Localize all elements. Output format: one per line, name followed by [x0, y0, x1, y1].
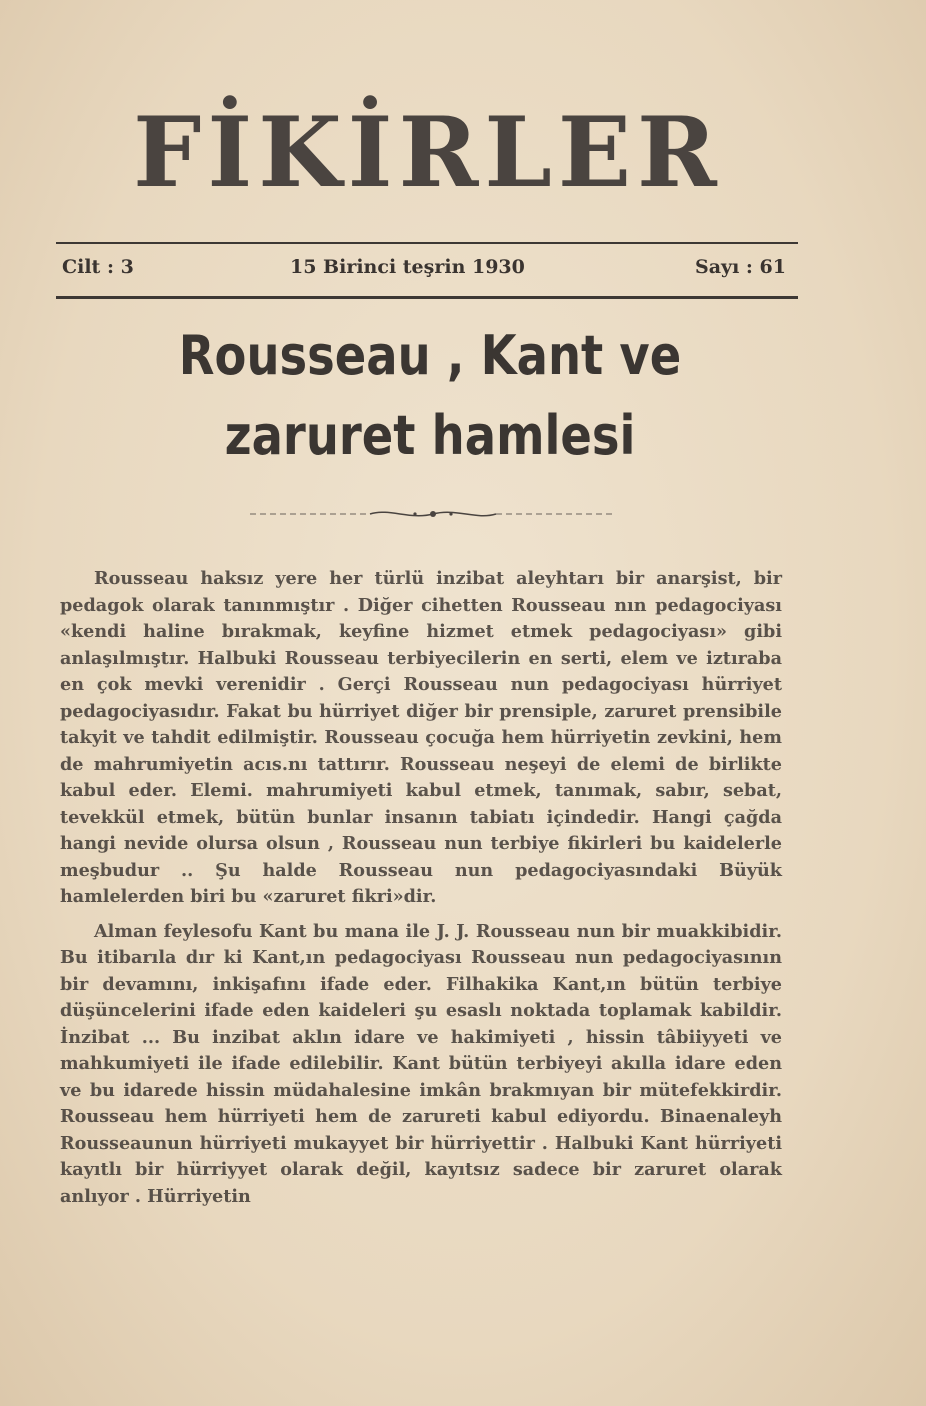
issue-date: 15 Birinci teşrin 1930	[290, 256, 525, 278]
article-paragraph-2: Alman feylesofu Kant bu mana ile J. J. Rousseau nun bir muakkibidir. Bu itibarıla dır ki Kant,ın pedagociyası Rousseau nun pedagociyasının bir devamını, inkişafını ifade eder. Filhakika Kant,ın bütün terbiye düşüncelerini ifade eden kaideleri şu esaslı noktada toplamak kabildir. İnzibat ... Bu inzibat aklın idare ve hakimiyeti , hissin tâbiiyyeti ve mahkumiyeti ile ifade edilebilir. Kant bütün terbiyeyi akılla idare eden ve bu idarede hissin müdahalesine imkân brakmıyan bir mütefekkirdir. Rousseau hem hürriyeti hem de zarureti kabul ediyordu. Binaenaleyh Rousseaunun hürriyeti mukayyet bir hürriyettir . Halbuki Kant hürriyeti kayıtlı bir hürriyyet olarak değil, kayıtsız sadece bir zaruret olarak anlıyor . Hürriyetin	[60, 920, 782, 1207]
article-title-line-2: zaruret hamlesi	[224, 404, 636, 467]
issue-number: Sayı : 61	[695, 256, 786, 278]
ornament-divider	[250, 506, 616, 522]
article-body	[60, 566, 782, 1218]
issue-line	[62, 254, 790, 284]
masthead-title: FİKİRLER	[133, 96, 723, 209]
volume-label: Cilt : 3	[62, 256, 134, 278]
header-rule-bottom	[56, 296, 798, 299]
header-rule-top	[56, 242, 798, 244]
article-title-line-1: Rousseau , Kant ve	[178, 324, 682, 387]
article-title	[146, 316, 714, 476]
article-paragraph-1: Rousseau haksız yere her türlü inzibat aleyhtarı bir anarşist, bir pedagok olarak tanınmıştır . Diğer cihetten Rousseau nın pedagociyası «kendi haline bırakmak, keyfine hizmet etmek pedagociyası» gibi anlaşılmıştır. Halbuki Rousseau terbiyecilerin en serti, elem ve iztıraba en çok mevki verenidir . Gerçi Rousseau nun pedagociyası hürriyet pedagociyasıdır. Fakat bu hürriyet diğer bir prensiple, zaruret prensibile takyit ve tahdit edilmiştir. Rousseau çocuğa hem hürriyetin zevkini, hem de mahrumiyetin acıs.nı tattırır. Rousseau neşeyi de elemi de birlikte kabul eder. Elemi. mahrumiyeti kabul etmek, tanımak, sabır, sebat, tevekkül etmek, bütün bunlar insanın tabiatı içindedir. Hangi çağda hangi nevide olursa olsun , Rousseau nun terbiye fikirleri bu kaidelerle meşbudur .. Şu halde Rousseau nun pedagociyasındaki Büyük hamlelerden biri bu «zaruret fikri»dir.	[60, 568, 782, 907]
